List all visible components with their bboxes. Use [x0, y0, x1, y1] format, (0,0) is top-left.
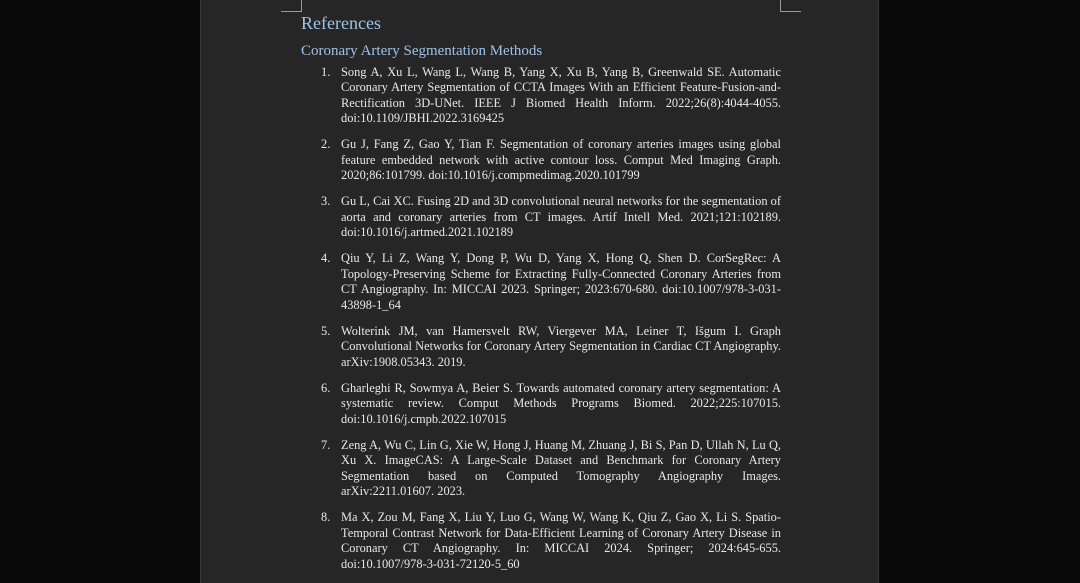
reference-number: 7. [321, 437, 331, 452]
reference-item [301, 251, 781, 313]
section-subheading: Coronary Artery Segmentation Methods [301, 43, 543, 59]
reference-text: Zeng A, Wu C, Lin G, Xie W, Hong J, Huang M, Zhuang J, Bi S, Pan D, Ullah N, Lu Q, Xu X. ImageCAS: A Large-Scale Dataset and Benchmark for Coronary Artery Segmentation based on Computed Tomography Angiography Images. arXiv:2211.01607. 2023. [341, 437, 781, 499]
reference-item [301, 137, 781, 183]
reference-item [301, 324, 781, 370]
reference-text: Ma X, Zou M, Fang X, Liu Y, Luo G, Wang W, Wang K, Qiu Z, Gao X, Li S. Spatio-Temporal Contrast Network for Data-Efficient Learning of Coronary Artery Disease in Coronary CT Angiography. In: MICCAI 2024. Springer; 2024:645-655. doi:10.1007/978-3-031-72120-5_60 [341, 510, 781, 571]
reference-text: Wolterink JM, van Hamersvelt RW, Viergever MA, Leiner T, Išgum I. Graph Convolutional Networks for Coronary Artery Segmentation in Cardiac CT Angiography. arXiv:1908.05343. 2019. [341, 323, 781, 369]
reference-number: 2. [321, 137, 331, 152]
reference-text: Gharleghi R, Sowmya A, Beier S. Towards automated coronary artery segmentation: A systematic review. Comput Methods Programs Biomed. 2022;225:107015. doi:10.1016/j.cmpb.2022.107015 [341, 380, 781, 426]
margin-corner-marker-right [780, 0, 801, 12]
reference-number: 5. [321, 323, 331, 338]
reference-item [301, 65, 781, 127]
reference-text: Gu L, Cai XC. Fusing 2D and 3D convolutional neural networks for the segmentation of aorta and coronary arteries from CT images. Artif Intell Med. 2021;121:102189. doi:10.1016/j.artmed.2021.102189 [341, 194, 781, 240]
margin-corner-marker-left [281, 0, 302, 12]
document-page [200, 0, 879, 583]
reference-number: 4. [321, 251, 331, 266]
reference-text: Qiu Y, Li Z, Wang Y, Dong P, Wu D, Yang X, Hong Q, Shen D. CorSegRec: A Topology-Preserving Scheme for Extracting Fully-Connected Coronary Arteries from CT Angiography. In: MICCAI 2023. Springer; 2023:670-680. doi:10.1007/978-3-031-43898-1_64 [341, 251, 781, 312]
reference-number: 6. [321, 380, 331, 395]
reference-item [301, 510, 781, 572]
reference-number: 1. [321, 65, 331, 79]
reference-number: 3. [321, 194, 331, 209]
page-content[interactable] [301, 11, 781, 583]
references-heading: References [301, 13, 381, 33]
reference-item [301, 381, 781, 427]
reference-list [301, 65, 781, 572]
reference-text: Gu J, Fang Z, Gao Y, Tian F. Segmentation of coronary arteries images using global feature embedded network with active contour loss. Comput Med Imaging Graph. 2020;86:101799. doi:10.1016/j.compmedimag.2020.101799 [341, 137, 781, 183]
reference-item [301, 194, 781, 240]
reference-text: Song A, Xu L, Wang L, Wang B, Yang X, Xu B, Yang B, Greenwald SE. Automatic Coronary Artery Segmentation of CCTA Images With an Efficient Feature-Fusion-and-Rectification 3D-UNet. IEEE J Biomed Health Inform. 2022;26(8):4044-4055. doi:10.1109/JBHI.2022.3169425 [341, 65, 781, 126]
reference-number: 8. [321, 510, 331, 525]
reference-item [301, 438, 781, 500]
